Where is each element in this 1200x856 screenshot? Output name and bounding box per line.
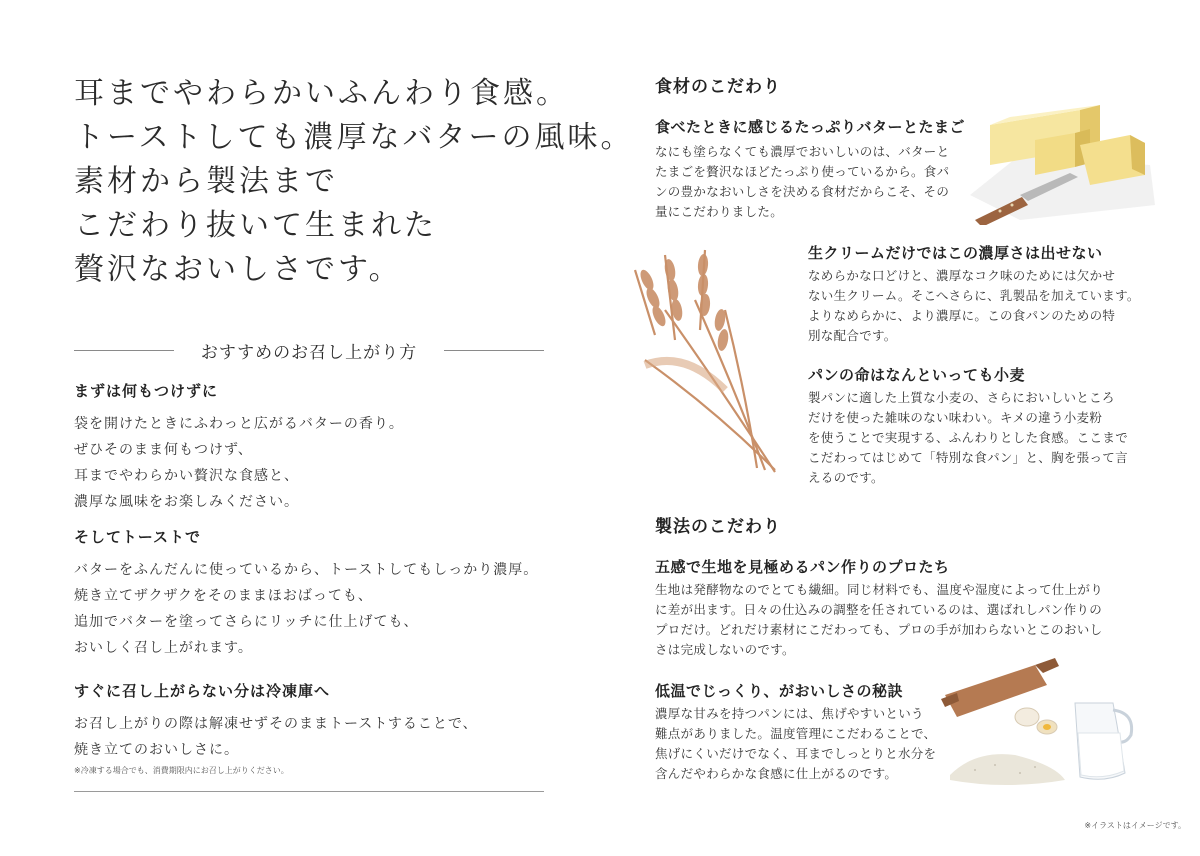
recommend-heading	[74, 338, 544, 362]
section-text-line: 耳までやわらかい贅沢な食感と、	[74, 468, 299, 484]
body-line: 濃厚な甘みを持つパンには、焦げやすいという	[655, 706, 924, 721]
recommend-section-freeze	[74, 680, 544, 777]
method-title: 製法のこだわり	[655, 517, 781, 537]
cream-text	[808, 266, 1148, 346]
section-text-line: 濃厚な風味をお楽しみください。	[74, 494, 299, 510]
hero-line: 贅沢なおいしさです。	[74, 252, 402, 287]
body-line: なにも塗らなくても濃厚でおいしいのは、バターと	[655, 144, 950, 159]
body-line: たまごを贅沢なほどたっぷり使っているから。食パ	[655, 164, 950, 179]
wheat-title: パンの命はなんといっても小麦	[808, 366, 1026, 384]
section-text-line: 追加でバターを塗ってさらにリッチに仕上げても、	[74, 614, 419, 630]
body-line: えるのです。	[808, 470, 884, 485]
low-temp-title: 低温でじっくり、がおいしさの秘訣	[655, 682, 904, 700]
recommend-section-toast	[74, 526, 544, 661]
body-line: ない生クリーム。そこへさらに、乳製品を加えています。	[808, 288, 1140, 303]
butter-egg-title: 食べたときに感じるたっぷりバターとたまご	[655, 118, 966, 136]
body-line: さは完成しないのです。	[655, 642, 795, 657]
pro-title: 五感で生地を見極めるパン作りのプロたち	[655, 558, 950, 576]
pro-text	[655, 580, 1145, 660]
cream-title: 生クリームだけではこの濃厚さは出せない	[808, 244, 1103, 262]
body-line: 難点がありました。温度管理にこだわることで、	[655, 726, 937, 741]
body-line: 含んだやわらかな食感に仕上がるのです。	[655, 766, 898, 781]
section-text-line: ぜひそのまま何もつけず、	[74, 442, 253, 458]
section-text-line: おいしく召し上がれます。	[74, 640, 253, 656]
section-text-line: 焼き立てのおいしさに。	[74, 742, 239, 758]
low-temp-text	[655, 704, 945, 784]
section-text-line: お召し上がりの際は解凍せずそのままトーストすることで、	[74, 716, 478, 732]
body-line: 別な配合です。	[808, 328, 897, 343]
body-line: プロだけ。どれだけ素材にこだわっても、プロの手が加わらないとこのおいし	[655, 622, 1103, 637]
body-line: こだわってはじめて「特別な食パン」と、胸を張って言	[808, 450, 1128, 465]
section-text-line: 袋を開けたときにふわっと広がるバターの香り。	[74, 416, 404, 432]
body-line: ンの豊かなおいしさを決める食材だからこそ、その	[655, 184, 950, 199]
ingredients-title: 食材のこだわり	[655, 77, 781, 97]
wheat-illustration	[625, 240, 800, 475]
butter-egg-text	[655, 142, 975, 222]
illustration-footnote: ※イラストはイメージです。	[1084, 821, 1186, 830]
recommend-heading-text: おすすめのお召し上がり方	[200, 343, 418, 363]
section-text-line: 焼き立てザクザクをそのままほおばっても、	[74, 588, 373, 604]
divider	[444, 350, 544, 351]
body-line: だけを使った雑味のない味わい。キメの違う小麦粉	[808, 410, 1103, 425]
freeze-note: ※冷凍する場合でも、消費期限内にお召し上がりください。	[74, 766, 289, 775]
body-line: を使うことで実現する、ふんわりとした食感。ここまで	[808, 430, 1129, 445]
body-line: よりなめらかに、より濃厚に。この食パンのための特	[808, 308, 1116, 323]
section-text-line: バターをふんだんに使っているから、トーストしてもしっかり濃厚。	[74, 562, 539, 578]
wheat-text	[808, 388, 1148, 488]
rolling-pin-eggs-milk-illustration	[935, 655, 1145, 790]
hero-line: 耳までやわらかいふんわり食感。	[74, 76, 569, 111]
hero-line: 素材から製法まで	[74, 164, 338, 199]
body-line: 生地は発酵物なのでとても繊細。同じ材料でも、温度や湿度によって仕上がり	[655, 582, 1104, 597]
section-title: そしてトーストで	[74, 528, 201, 546]
recommend-section-plain	[74, 380, 544, 515]
body-line: 焦げにくいだけでなく、耳までしっとりと水分を	[655, 746, 937, 761]
hero-headline	[74, 72, 634, 292]
hero-line: トーストしても濃厚なバターの風味。	[74, 120, 634, 155]
section-title: まずは何もつけずに	[74, 382, 219, 400]
body-line: 製パンに適した上質な小麦の、さらにおいしいところ	[808, 390, 1115, 405]
butter-knife-illustration	[960, 95, 1160, 225]
hero-line: こだわり抜いて生まれた	[74, 208, 437, 243]
section-title: すぐに召し上がらない分は冷凍庫へ	[74, 682, 331, 700]
body-line: 量にこだわりました。	[655, 204, 784, 219]
divider	[74, 791, 544, 792]
body-line: に差が出ます。日々の仕込みの調整を任されているのは、選ばれしパン作りの	[655, 602, 1103, 617]
divider	[74, 350, 174, 351]
body-line: なめらかな口どけと、濃厚なコク味のためには欠かせ	[808, 268, 1116, 283]
